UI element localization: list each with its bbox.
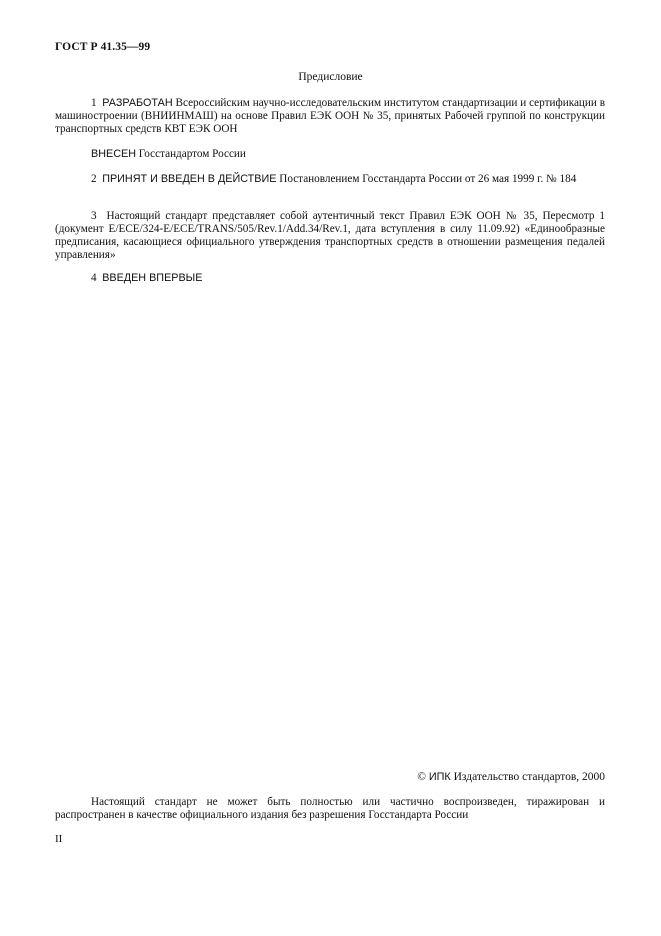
- section-1-text: Всероссийским научно-исследовательским институтом стандартизации и сертификации в машиностроении (ВНИИНМАШ) на основе Правил ЕЭК ООН № 35, принятых Рабочей группой по конструкции транспортных средств КВТ ЕЭК ООН: [55, 97, 606, 135]
- section-2-number: 2: [91, 173, 97, 185]
- section-4-number: 4: [91, 272, 97, 284]
- section-2-text: Постановлением Госстандарта России от 26 мая 1999 г. № 184: [279, 173, 577, 185]
- section-submitted-text: Госстандартом России: [138, 148, 246, 160]
- copyright-symbol: ©: [417, 771, 427, 783]
- copyright-line: [417, 771, 605, 784]
- page-number: II: [55, 833, 63, 845]
- section-3-text: Настоящий стандарт представляет собой аутентичный текст Правил ЕЭК ООН № 35, Пересмотр 1 (документ E/ECE/324-E/ECE/TRANS/505/Rev.1/Add.34/Rev.1, дата вступления в силу 11.09.92) «Единообразные предписания, касающиеся официального утверждения транспортных средств в отношении размещения педалей управления»: [55, 210, 606, 261]
- section-submitted: [55, 148, 605, 161]
- section-1-number: 1: [91, 97, 97, 109]
- section-2-caption: ПРИНЯТ И ВВЕДЕН В ДЕЙСТВИЕ: [102, 173, 277, 185]
- section-submitted-caption: ВНЕСЕН: [91, 148, 136, 160]
- section-4: [55, 272, 605, 285]
- section-1: [55, 97, 605, 136]
- page-title: Предисловие: [298, 71, 363, 83]
- copyright-text: Издательство стандартов, 2000: [453, 771, 605, 783]
- section-1-caption: РАЗРАБОТАН: [102, 97, 173, 109]
- reproduction-notice: Настоящий стандарт не может быть полностью или частично воспроизведен, тиражирован и распространен в качестве официального издания без разрешения Госстандарта России: [55, 796, 605, 821]
- section-2: [55, 173, 605, 186]
- copyright-org: ИПК: [428, 771, 451, 783]
- document-code: ГОСТ Р 41.35—99: [55, 41, 151, 53]
- section-3-number: 3: [91, 210, 97, 222]
- section-4-caption: ВВЕДЕН ВПЕРВЫЕ: [102, 272, 203, 284]
- section-3: [55, 210, 605, 262]
